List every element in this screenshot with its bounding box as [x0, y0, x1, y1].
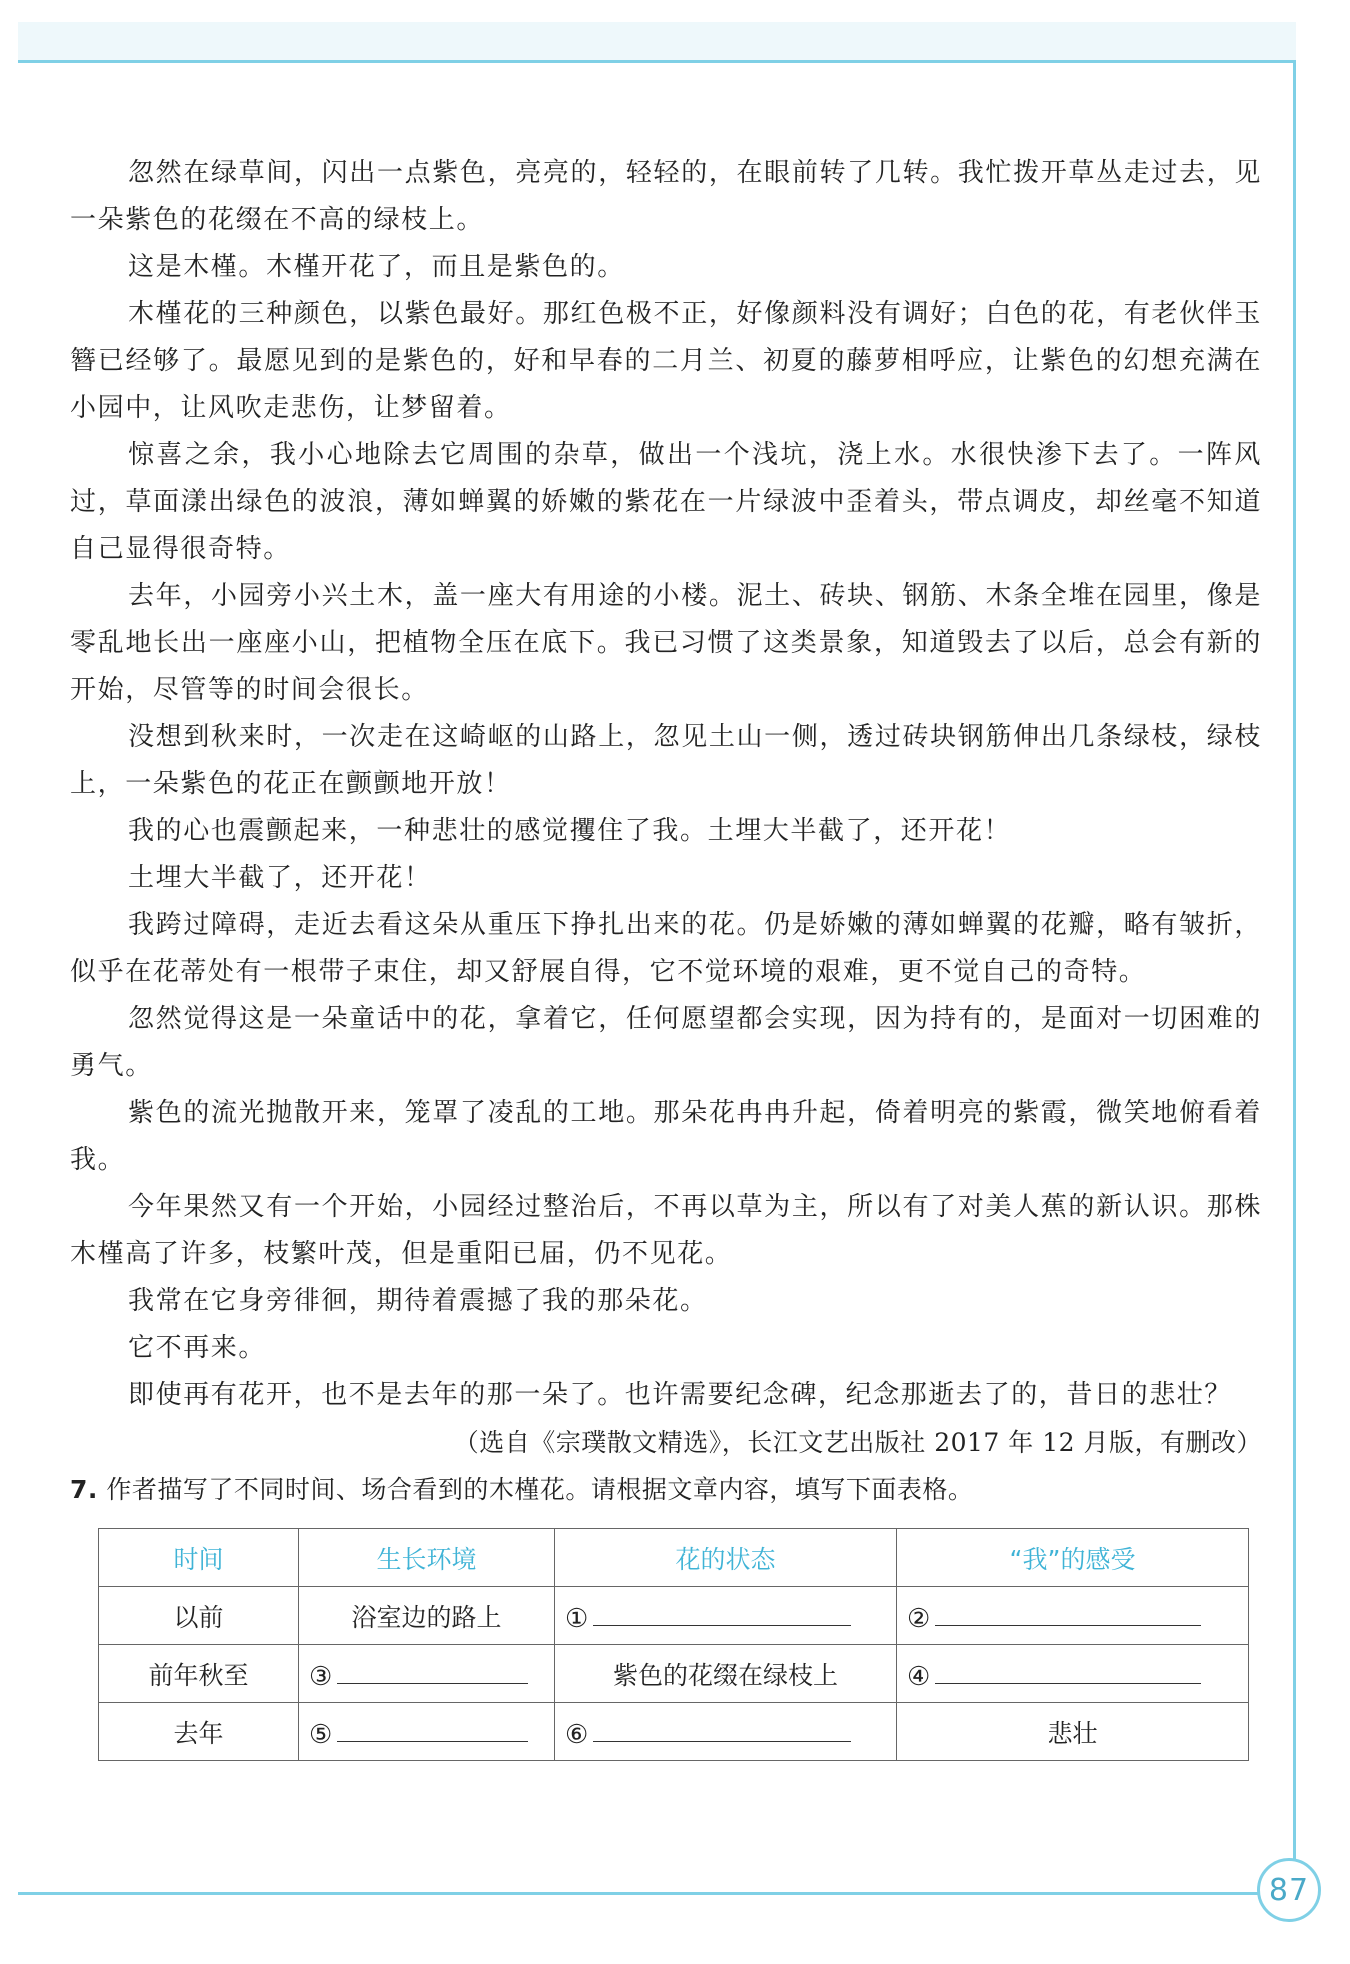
cell-flower-state: 紫色的花缀在绿枝上 — [555, 1645, 897, 1703]
answer-table — [98, 1528, 1249, 1761]
cell-environment: 浴室边的路上 — [299, 1587, 555, 1645]
paragraph: 这是木槿。木槿开花了，而且是紫色的。 — [128, 252, 625, 282]
blank-5[interactable] — [299, 1703, 555, 1761]
article-body — [70, 150, 1262, 1513]
page-header-band — [18, 22, 1296, 60]
blank-line — [593, 1597, 851, 1626]
cell-feeling: 悲壮 — [897, 1703, 1249, 1761]
page-number: 87 — [1268, 1872, 1310, 1908]
table-row — [99, 1703, 1249, 1761]
paragraph: 去年，小园旁小兴土木，盖一座大有用途的小楼。泥土、砖块、钢筋、木条全堆在园里，像是零乱地长出一座座小山，把植物全压在底下。我已习惯了这类景象，知道毁去了以后，总会有新的开始，尽管等的时间会很长。 — [70, 581, 1262, 705]
header-time: 时间 — [99, 1529, 299, 1587]
blank-line — [337, 1655, 528, 1684]
blank-1[interactable] — [555, 1587, 897, 1645]
paragraph: 我跨过障碍，走近去看这朵从重压下挣扎出来的花。仍是娇嫩的薄如蝉翼的花瓣，略有皱折，似乎在花蒂处有一根带子束住，却又舒展自得，它不觉环境的艰难，更不觉自己的奇特。 — [70, 910, 1262, 987]
blank-line — [337, 1713, 528, 1742]
page-right-border — [1293, 60, 1296, 1860]
paragraph: 紫色的流光抛散开来，笼罩了凌乱的工地。那朵花冉冉升起，倚着明亮的紫霞，微笑地俯看着我。 — [70, 1098, 1262, 1175]
blank-line — [593, 1713, 851, 1742]
cell-time: 前年秋至 — [99, 1645, 299, 1703]
paragraph: 它不再来。 — [128, 1333, 267, 1363]
paragraph: 今年果然又有一个开始，小园经过整治后，不再以草为主，所以有了对美人蕉的新认识。那株木槿高了许多，枝繁叶茂，但是重阳已届，仍不见花。 — [70, 1192, 1262, 1269]
blank-6[interactable] — [555, 1703, 897, 1761]
blank-line — [935, 1597, 1201, 1626]
question-text: 作者描写了不同时间、场合看到的木槿花。请根据文章内容，填写下面表格。 — [106, 1475, 974, 1504]
header-flower-state: 花的状态 — [555, 1529, 897, 1587]
page-top-border — [18, 60, 1296, 63]
paragraph: 木槿花的三种颜色，以紫色最好。那红色极不正，好像颜料没有调好；白色的花，有老伙伴玉簪已经够了。最愿见到的是紫色的，好和早春的二月兰、初夏的藤萝相呼应，让紫色的幻想充满在小园中，让风吹走悲伤，让梦留着。 — [70, 299, 1262, 423]
question-number: 7. — [70, 1475, 98, 1504]
page-bottom-border — [18, 1892, 1258, 1895]
blank-marker: ④ — [907, 1662, 931, 1692]
blank-marker: ⑤ — [309, 1720, 333, 1750]
cell-time: 以前 — [99, 1587, 299, 1645]
blank-marker: ① — [565, 1604, 589, 1634]
table-header-row — [99, 1529, 1249, 1587]
blank-3[interactable] — [299, 1645, 555, 1703]
blank-2[interactable] — [897, 1587, 1249, 1645]
paragraph: 忽然在绿草间，闪出一点紫色，亮亮的，轻轻的，在眼前转了几转。我忙拨开草丛走过去，见一朵紫色的花缀在不高的绿枝上。 — [70, 158, 1262, 235]
table-row — [99, 1645, 1249, 1703]
paragraph: 惊喜之余，我小心地除去它周围的杂草，做出一个浅坑，浇上水。水很快渗下去了。一阵风过，草面漾出绿色的波浪，薄如蝉翼的娇嫩的紫花在一片绿波中歪着头，带点调皮，却丝毫不知道自己显得很奇特。 — [70, 440, 1262, 564]
paragraph: 我的心也震颤起来，一种悲壮的感觉攫住了我。土埋大半截了，还开花！ — [128, 816, 1012, 846]
blank-line — [935, 1655, 1201, 1684]
blank-marker: ③ — [309, 1662, 333, 1692]
blank-4[interactable] — [897, 1645, 1249, 1703]
paragraph: 土埋大半截了，还开花！ — [128, 863, 432, 893]
paragraph: 没想到秋来时，一次走在这崎岖的山路上，忽见土山一侧，透过砖块钢筋伸出几条绿枝，绿枝上，一朵紫色的花正在颤颤地开放！ — [70, 722, 1262, 799]
source-note: （选自《宗璞散文精选》，长江文艺出版社 2017 年 12 月版，有删改） — [453, 1428, 1262, 1457]
blank-marker: ⑥ — [565, 1720, 589, 1750]
blank-marker: ② — [907, 1604, 931, 1634]
question-7 — [70, 1466, 1262, 1513]
cell-time: 去年 — [99, 1703, 299, 1761]
header-feeling: “我”的感受 — [897, 1529, 1249, 1587]
paragraph: 即使再有花开，也不是去年的那一朵了。也许需要纪念碑，纪念那逝去了的，昔日的悲壮？ — [128, 1380, 1233, 1410]
paragraph: 我常在它身旁徘徊，期待着震撼了我的那朵花。 — [128, 1286, 708, 1316]
paragraph: 忽然觉得这是一朵童话中的花，拿着它，任何愿望都会实现，因为持有的，是面对一切困难的勇气。 — [70, 1004, 1262, 1081]
header-environment: 生长环境 — [299, 1529, 555, 1587]
table-row — [99, 1587, 1249, 1645]
page-number-badge — [1257, 1858, 1321, 1922]
